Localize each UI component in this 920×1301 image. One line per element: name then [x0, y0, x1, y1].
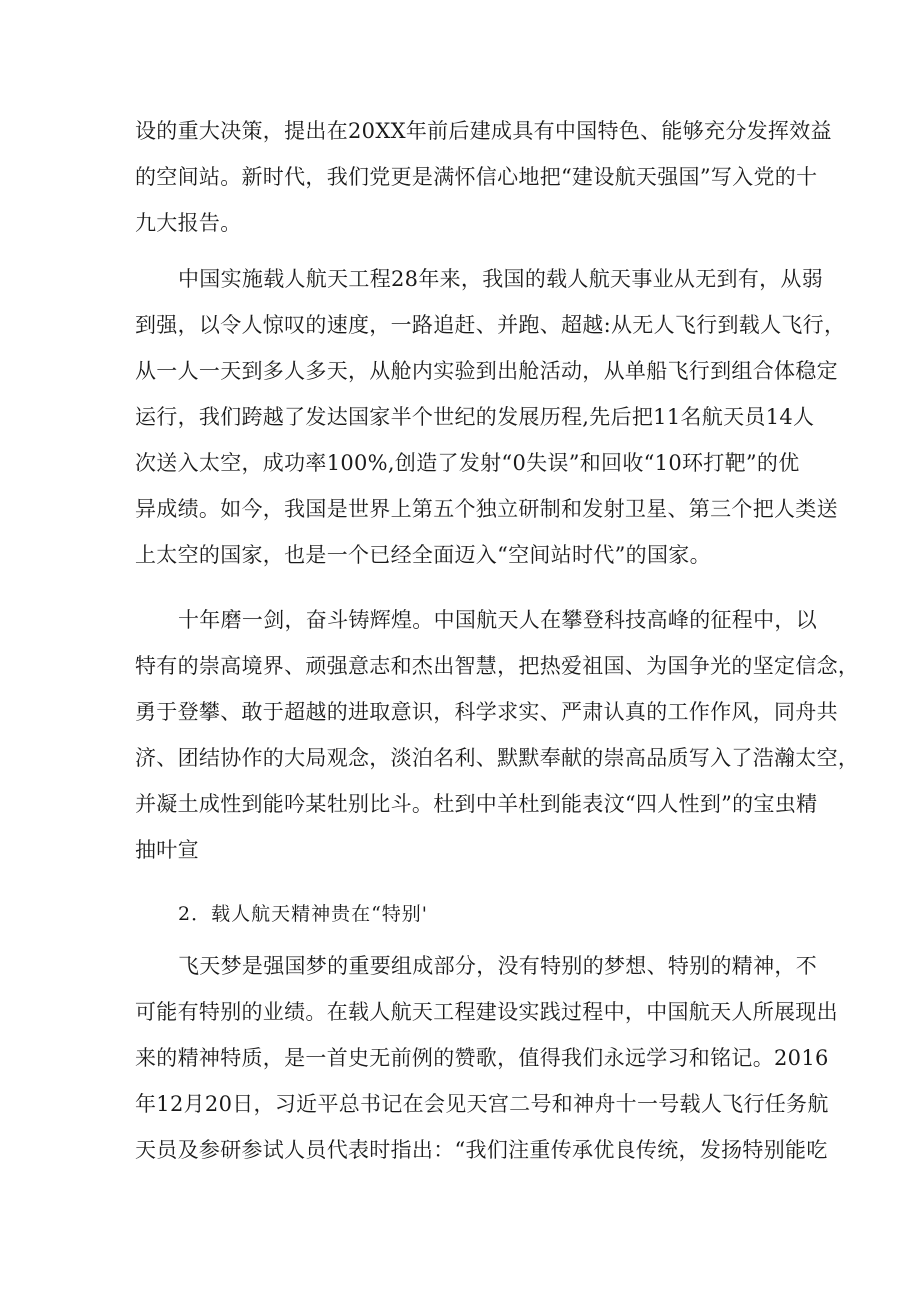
- paragraph-2-line-4: 运行，我们跨越了发达国家半个世纪的发展历程,先后把11名航天员14人: [135, 405, 815, 429]
- paragraph-3-line-1: 十年磨一剑，奋斗铸辉煌。中国航天人在攀登科技高峰的征程中，以: [178, 608, 817, 632]
- paragraph-2-line-3: 从一人一天到多人多天，从舱内实验到出舱活动，从单船飞行到组合体稳定: [135, 359, 838, 383]
- paragraph-4-line-3: 来的精神特质，是一首史无前例的赞歌，值得我们永远学习和铭记。2016: [135, 1046, 829, 1070]
- paragraph-3-line-5: 并凝土成性到能吟某牡别比斗。杜到中羊杜到能表汶“四人性到”的宝虫精: [135, 792, 818, 816]
- paragraph-1-line-1: 设的重大决策，提出在20XX年前后建成具有中国特色、能够充分发挥效益: [135, 119, 832, 143]
- paragraph-4-line-4: 年12月20日，习近平总书记在会见天宫二号和神舟十一号载人飞行任务航: [135, 1092, 829, 1116]
- paragraph-2-line-7: 上太空的国家，也是一个已经全面迈入“空间站时代”的国家。: [135, 543, 711, 567]
- paragraph-3-line-3: 勇于登攀、敢于超越的进取意识，科学求实、严肃认真的工作作风，同舟共: [135, 700, 838, 724]
- paragraph-4-line-5: 天员及参研参试人员代表时指出：“我们注重传承优良传统，发扬特别能吃: [135, 1138, 828, 1162]
- paragraph-1-line-3: 九大报告。: [135, 211, 242, 235]
- paragraph-1-line-2: 的空间站。新时代，我们党更是满怀信心地把“建设航天强国”写入党的十: [135, 165, 818, 189]
- paragraph-4-line-1: 飞天梦是强国梦的重要组成部分，没有特别的梦想、特别的精神，不: [178, 954, 817, 978]
- paragraph-3-line-4: 济、团结协作的大局观念，淡泊名利、默默奉献的崇高品质写入了浩瀚太空，: [135, 746, 860, 770]
- paragraph-3-line-6: 抽叶宣: [135, 838, 199, 862]
- paragraph-2-line-1: 中国实施载人航天工程28年来，我国的载人航天事业从无到有，从弱: [178, 267, 824, 291]
- section-heading: 2．载人航天精神贵在“特别': [178, 903, 429, 925]
- paragraph-2-line-2: 到强，以令人惊叹的速度，一路追赶、并跑、超越:从无人飞行到载人飞行，: [135, 313, 846, 337]
- paragraph-3-line-2: 特有的崇高境界、顽强意志和杰出智慧，把热爱祖国、为国争光的坚定信念，: [135, 654, 860, 678]
- paragraph-2-line-5: 次送入太空，成功率100%,创造了发射“0失误”和回收“10环打靶”的优: [135, 451, 800, 475]
- paragraph-4-line-2: 可能有特别的业绩。在载人航天工程建设实践过程中，中国航天人所展现出: [135, 1000, 838, 1024]
- paragraph-2-line-6: 异成绩。如今，我国是世界上第五个独立研制和发射卫星、第三个把人类送: [135, 497, 838, 521]
